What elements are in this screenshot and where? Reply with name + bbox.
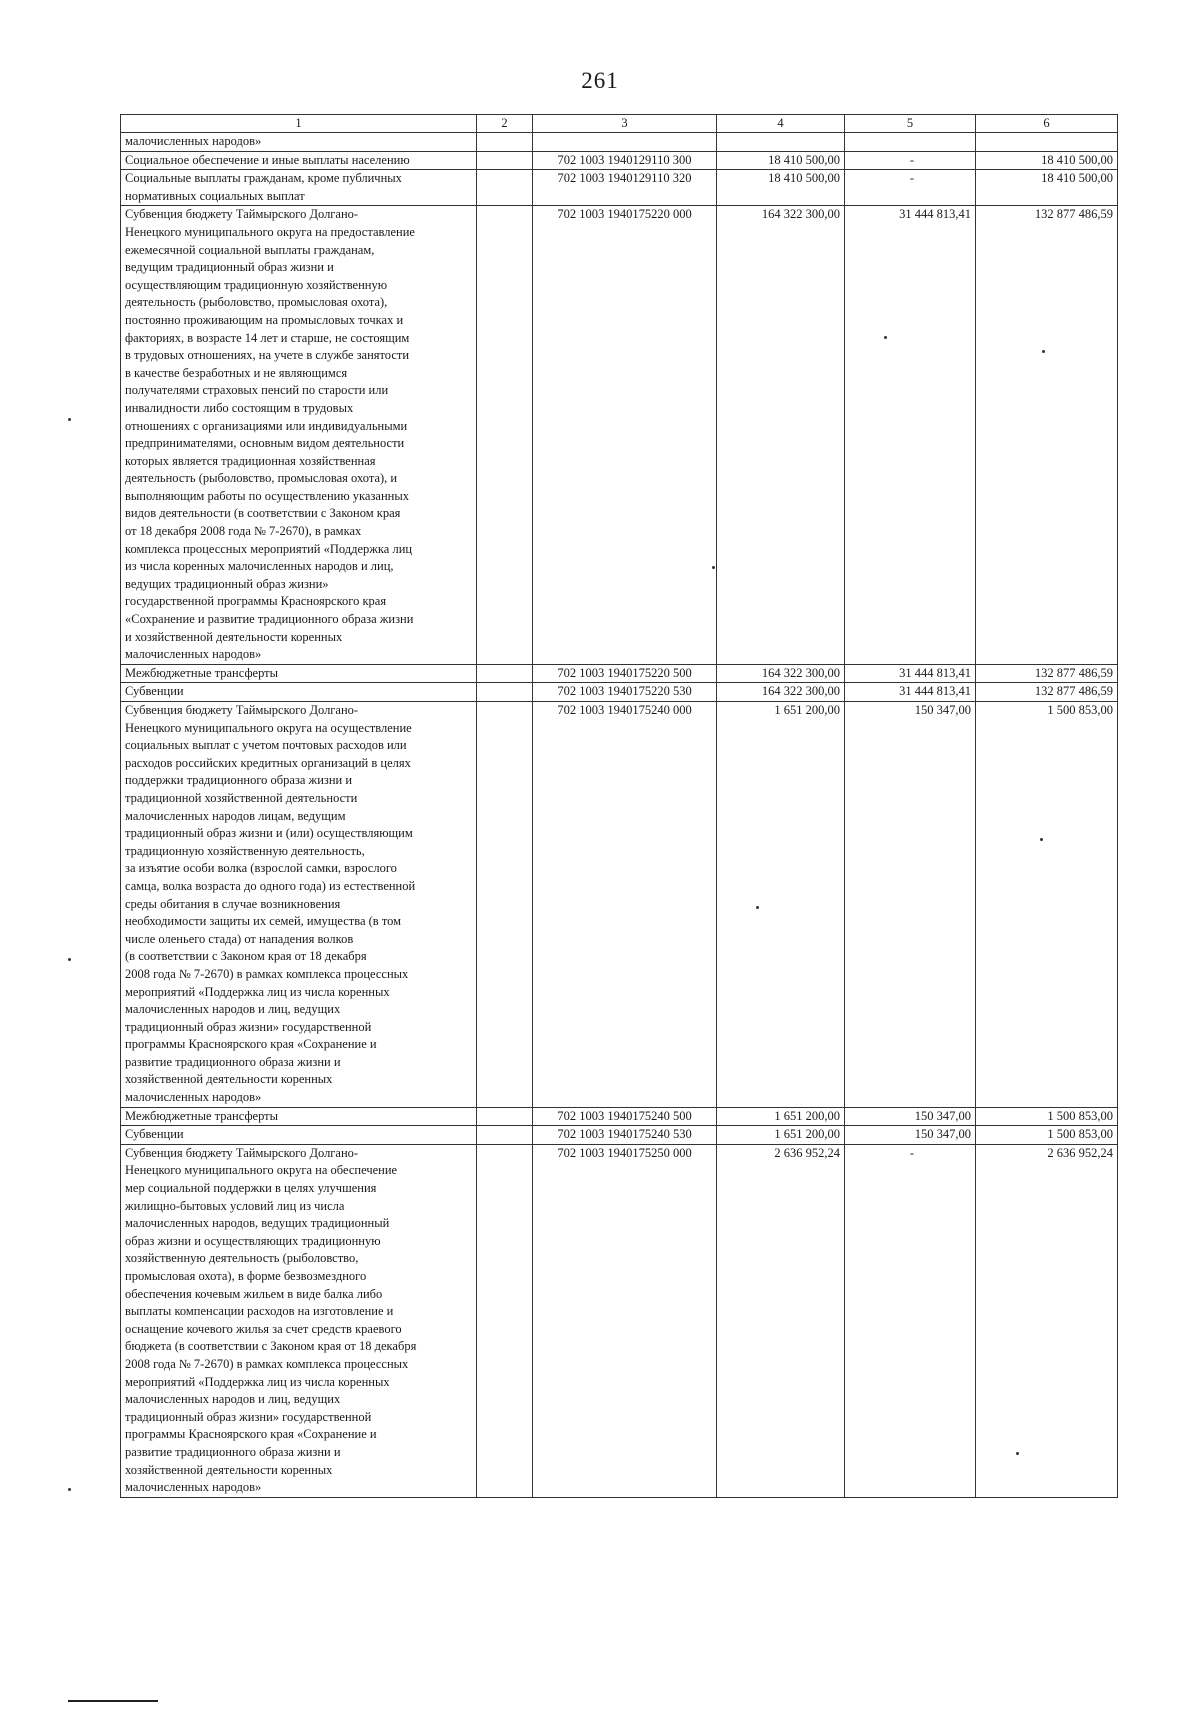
row-col2 [477,1126,533,1145]
row-amount-col4: 18 410 500,00 [717,151,845,170]
row-amount-col6: 2 636 952,24 [976,1144,1118,1497]
table-row [121,1126,1118,1145]
row-amount-col4 [717,133,845,152]
row-description: Субвенция бюджету Таймырского Долгано- Ненецкого муниципального округа на осуществление социальных выплат с учетом почтовых расходов или расходов российских кредитных организаций в целях поддержки традиционного образа жизни и традиционной хозяйственной деятельности малочисленных народов лицам, ведущим традиционный образ жизни и (или) осуществляющим традиционную хозяйственную деятельность, за изъятие особи волка (взрослой самки, взрослого самца, волка возраста до одного года) из естественной среды обитания в случае возникновения необходимости защиты их семей, имущества (в том числе оленьего стада) от нападения волков (в соответствии с Законом края от 18 декабря 2008 года № 7-2670) в рамках комплекса процессных мероприятий «Поддержка лиц из числа коренных малочисленных народов и лиц, ведущих традиционный образ жизни» государственной программы Красноярского края «Сохранение и развитие традиционного образа жизни и хозяйственной деятельности коренных малочисленных народов» [121,702,477,1108]
scan-speck [884,336,887,339]
row-budget-code: 702 1003 1940175220 530 [533,683,717,702]
row-amount-col4: 164 322 300,00 [717,683,845,702]
row-amount-col4: 1 651 200,00 [717,1107,845,1126]
footer-rule [68,1700,158,1702]
column-header-5: 5 [845,115,976,133]
row-description: Субвенция бюджету Таймырского Долгано- Ненецкого муниципального округа на предоставление ежемесячной социальной выплаты гражданам, ведущим традиционный образ жизни и осуществляющим традиционную хозяйственную деятельность (рыболовство, промысловая охота), постоянно проживающим на промысловых точках и факториях, в возрасте 14 лет и старше, не состоящим в трудовых отношениях, на учете в службе занятости в качестве безработных и не являющимся получателями страховых пенсий по старости или инвалидности либо состоящим в трудовых отношениях с организациями или индивидуальными предпринимателями, основным видом деятельности которых является традиционная хозяйственная деятельность (рыболовство, промысловая охота), и выполняющим работы по осуществлению указанных видов деятельности (в соответствии с Законом края от 18 декабря 2008 года № 7-2670), в рамках комплекса процессных мероприятий «Поддержка лиц из числа коренных малочисленных народов и лиц, ведущих традиционный образ жизни» государственной программы Красноярского края «Сохранение и развитие традиционного образа жизни и хозяйственной деятельности коренных малочисленных народов» [121,206,477,664]
table-row [121,151,1118,170]
row-amount-col4: 18 410 500,00 [717,170,845,206]
row-amount-col6: 132 877 486,59 [976,206,1118,664]
scan-speck [712,566,715,569]
row-description: Субвенции [121,1126,477,1145]
table-row [121,664,1118,683]
scan-speck [1040,838,1043,841]
row-amount-col5: 31 444 813,41 [845,683,976,702]
row-amount-col6: 18 410 500,00 [976,170,1118,206]
row-description: Субвенции [121,683,477,702]
row-budget-code: 702 1003 1940175240 500 [533,1107,717,1126]
row-description: Субвенция бюджету Таймырского Долгано- Ненецкого муниципального округа на обеспечение мер социальной поддержки в целях улучшения жилищно-бытовых условий лиц из числа малочисленных народов, ведущих традиционный образ жизни и осуществляющих традиционную хозяйственную деятельность (рыболовство, промысловая охота), в форме безвозмездного обеспечения кочевым жильем в виде балка либо выплаты компенсации расходов на изготовление и оснащение кочевого жилья за счет средств краевого бюджета (в соответствии с Законом края от 18 декабря 2008 года № 7-2670) в рамках комплекса процессных мероприятий «Поддержка лиц из числа коренных малочисленных народов и лиц, ведущих традиционный образ жизни» государственной программы Красноярского края «Сохранение и развитие традиционного образа жизни и хозяйственной деятельности коренных малочисленных народов» [121,1144,477,1497]
row-description: Межбюджетные трансферты [121,664,477,683]
table-row [121,1144,1118,1497]
table-row [121,1107,1118,1126]
row-description: Социальное обеспечение и иные выплаты населению [121,151,477,170]
row-col2 [477,1144,533,1497]
scan-speck [68,1488,71,1491]
row-amount-col6: 1 500 853,00 [976,702,1118,1108]
row-budget-code: 702 1003 1940175220 000 [533,206,717,664]
row-budget-code: 702 1003 1940129110 320 [533,170,717,206]
row-amount-col4: 164 322 300,00 [717,664,845,683]
scan-speck [68,958,71,961]
table-header-row [121,115,1118,133]
scan-speck [68,418,71,421]
row-col2 [477,683,533,702]
row-amount-col5: 150 347,00 [845,1107,976,1126]
scan-speck [756,906,759,909]
row-amount-col6: 1 500 853,00 [976,1126,1118,1145]
row-amount-col6: 132 877 486,59 [976,683,1118,702]
row-col2 [477,133,533,152]
row-description: Межбюджетные трансферты [121,1107,477,1126]
row-amount-col6: 132 877 486,59 [976,664,1118,683]
row-description: Социальные выплаты гражданам, кроме публичных нормативных социальных выплат [121,170,477,206]
row-amount-col5: 150 347,00 [845,702,976,1108]
row-col2 [477,151,533,170]
row-description: малочисленных народов» [121,133,477,152]
row-col2 [477,1107,533,1126]
column-header-6: 6 [976,115,1118,133]
row-col2 [477,664,533,683]
column-header-2: 2 [477,115,533,133]
table-row [121,683,1118,702]
row-budget-code: 702 1003 1940175250 000 [533,1144,717,1497]
column-header-1: 1 [121,115,477,133]
row-amount-col6 [976,133,1118,152]
table-row [121,170,1118,206]
scan-speck [1016,1452,1019,1455]
row-amount-col4: 1 651 200,00 [717,1126,845,1145]
row-amount-col5: 31 444 813,41 [845,206,976,664]
row-amount-col5: 31 444 813,41 [845,664,976,683]
row-amount-col4: 2 636 952,24 [717,1144,845,1497]
row-budget-code: 702 1003 1940175220 500 [533,664,717,683]
row-amount-col5: - [845,151,976,170]
row-col2 [477,702,533,1108]
row-amount-col4: 1 651 200,00 [717,702,845,1108]
page-number: 261 [581,68,619,93]
row-amount-col5 [845,133,976,152]
row-budget-code: 702 1003 1940175240 530 [533,1126,717,1145]
row-col2 [477,206,533,664]
table-row [121,702,1118,1108]
row-amount-col4: 164 322 300,00 [717,206,845,664]
table-row [121,133,1118,152]
row-amount-col5: - [845,170,976,206]
column-header-4: 4 [717,115,845,133]
row-amount-col5: - [845,1144,976,1497]
row-budget-code [533,133,717,152]
row-col2 [477,170,533,206]
row-amount-col5: 150 347,00 [845,1126,976,1145]
scan-speck [1042,350,1045,353]
row-budget-code: 702 1003 1940129110 300 [533,151,717,170]
budget-table [120,114,1118,1498]
row-amount-col6: 18 410 500,00 [976,151,1118,170]
row-amount-col6: 1 500 853,00 [976,1107,1118,1126]
column-header-3: 3 [533,115,717,133]
table-row [121,206,1118,664]
row-budget-code: 702 1003 1940175240 000 [533,702,717,1108]
